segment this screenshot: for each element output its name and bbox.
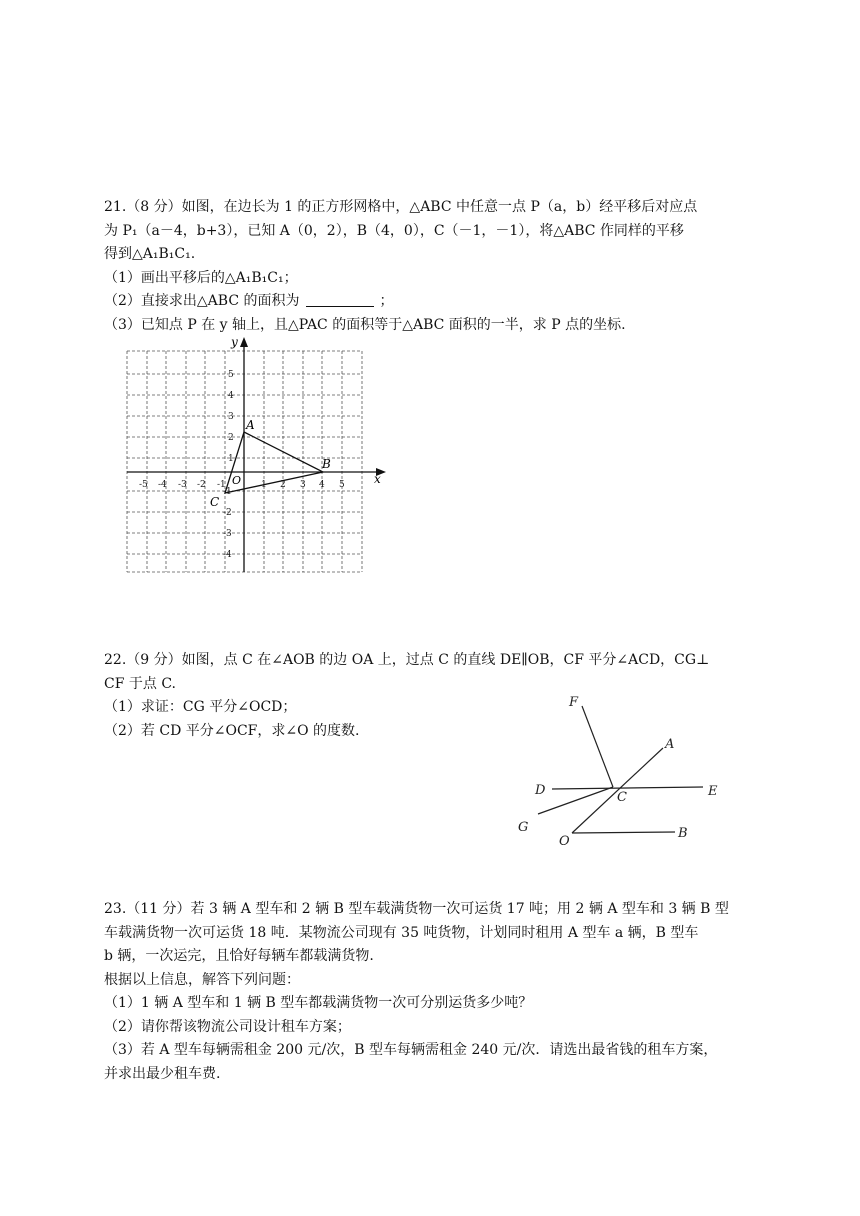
- q21-line3: 得到△A₁B₁C₁.: [104, 246, 196, 262]
- q23-line4: 根据以上信息，解答下列问题：: [104, 971, 300, 988]
- x-tick-label: -2: [197, 480, 206, 490]
- x-tick-labels: [139, 480, 345, 490]
- label-f: F: [569, 695, 579, 710]
- question-23: [104, 898, 744, 1086]
- line-cg: [538, 787, 613, 814]
- origin-label: O: [232, 474, 242, 487]
- coordinate-grid-figure: [118, 336, 388, 576]
- y-tick-label: 1: [228, 454, 234, 464]
- q21-part3: （3）已知点 P 在 y 轴上，且△PAC 的面积等于△ABC 面积的一半，求 P 点的坐标.: [104, 316, 626, 333]
- q22-part2: （2）若 CD 平分∠OCF，求∠O 的度数.: [104, 722, 360, 739]
- label-e: E: [708, 784, 718, 799]
- label-g: G: [518, 820, 529, 835]
- x-tick-label: 5: [339, 480, 345, 490]
- q22-line2: CF 于点 C.: [104, 675, 176, 692]
- point-a-label: A: [246, 418, 255, 432]
- q21-part2: [104, 290, 744, 314]
- label-b: B: [678, 826, 688, 841]
- y-tick-label: 5: [228, 370, 234, 380]
- y-tick-label: -1: [223, 487, 232, 497]
- q21-line2: 为 P₁（a－4，b+3），已知 A（0，2），B（4，0），C（－1，－1），将△ABC 作同样的平移: [104, 222, 684, 239]
- x-tick-label: -1: [217, 480, 226, 490]
- q23-part1: （1）1 辆 A 型车和 1 辆 B 型车都载满货物一次可分别运货多少吨？: [104, 995, 533, 1011]
- y-tick-label: 4: [228, 391, 234, 401]
- x-tick-label: -5: [139, 480, 148, 490]
- question-21: [104, 196, 744, 337]
- y-tick-label: -3: [223, 529, 232, 539]
- q21-part2-post: ；: [379, 293, 394, 309]
- answer-blank[interactable]: [306, 292, 374, 307]
- x-tick-label: 2: [280, 480, 286, 490]
- line-de: [552, 787, 703, 789]
- y-axis-label: y: [231, 336, 238, 349]
- x-tick-label: 3: [300, 480, 306, 490]
- q23-part4: 并求出最少租车费.: [104, 1065, 221, 1082]
- point-c-label: C: [210, 495, 220, 509]
- label-d: D: [535, 783, 546, 798]
- label-c: C: [617, 790, 627, 805]
- x-tick-label: -4: [158, 480, 167, 490]
- q23-part2: （2）请你帮该物流公司设计租车方案；: [104, 1018, 351, 1035]
- angle-figure: [510, 690, 740, 855]
- y-tick-label: 3: [228, 412, 234, 422]
- x-tick-label: 1: [261, 480, 267, 490]
- x-tick-label: 4: [319, 480, 325, 490]
- y-tick-label: -2: [223, 508, 232, 518]
- x-tick-label: -3: [178, 480, 187, 490]
- q23-line1: 23.（11 分）若 3 辆 A 型车和 2 辆 B 型车载满货物一次可运货 17 吨；用 2 辆 A 型车和 3 辆 B 型: [104, 901, 729, 917]
- q22-line1: 22.（9 分）如图，点 C 在∠AOB 的边 OA 上，过点 C 的直线 DE∥OB，CF 平分∠ACD，CG⊥: [104, 652, 710, 668]
- line-ob: [572, 832, 675, 833]
- label-o: O: [559, 834, 570, 849]
- label-a: A: [665, 737, 675, 752]
- y-tick-label: -4: [223, 550, 232, 560]
- y-tick-label: 2: [228, 433, 234, 443]
- q22-part1: （1）求证：CG 平分∠OCD；: [104, 699, 297, 715]
- x-axis-label: x: [374, 472, 381, 486]
- q21-line1: 21.（8 分）如图，在边长为 1 的正方形网格中，△ABC 中任意一点 P（a，b）经平移后对应点: [104, 199, 698, 215]
- q21-part2-pre: （2）直接求出△ABC 的面积为: [104, 293, 300, 309]
- q23-part3: （3）若 A 型车每辆需租金 200 元/次，B 型车每辆需租金 240 元/次．请选出最省钱的租车方案，: [104, 1042, 718, 1058]
- q21-part1: （1）画出平移后的△A₁B₁C₁；: [104, 269, 298, 286]
- q23-line2: 车载满货物一次可运货 18 吨．某物流公司现有 35 吨货物，计划同时租用 A 型车 a 辆，B 型车: [104, 924, 699, 941]
- q23-line3: b 辆，一次运完，且恰好每辆车都载满货物.: [104, 948, 374, 964]
- point-b-label: B: [322, 457, 331, 471]
- line-cf: [582, 706, 613, 787]
